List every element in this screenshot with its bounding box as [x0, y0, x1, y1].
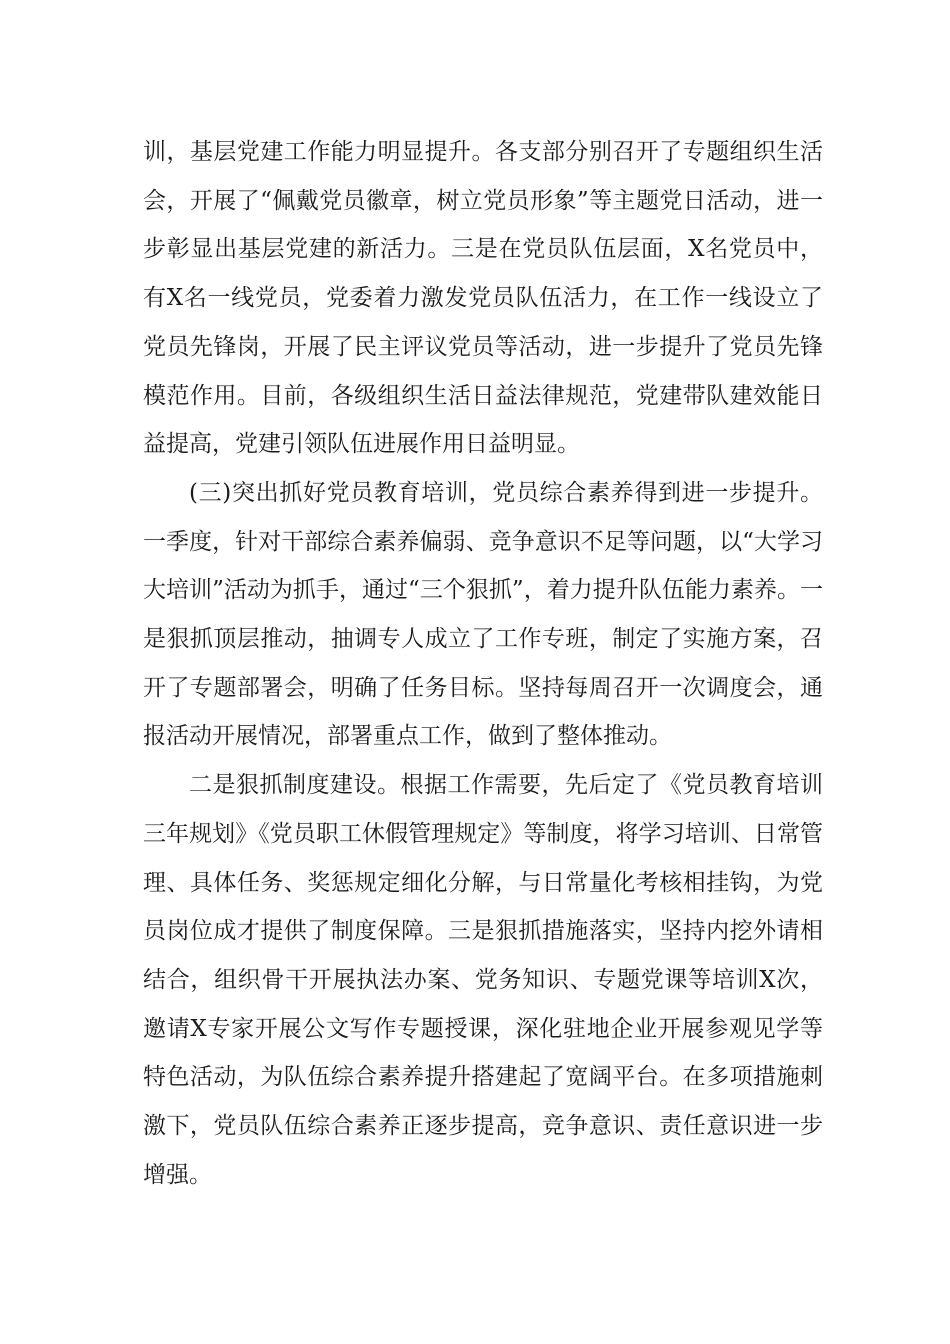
paragraph-1: 训，基层党建工作能力明显提升。各支部分别召开了专题组织生活会，开展了“佩戴党员徽章，树立党员形象”等主题党日活动，进一步彰显出基层党建的新活力。三是在党员队伍层面，X名党员中，有X名一线党员，党委着力激发党员队伍活力，在工作一线设立了党员先锋岗，开展了民主评议党员等活动，进一步提升了党员先锋模范作用。目前，各级组织生活日益法律规范，党建带队建效能日益提高，党建引领队伍进展作用日益明显。 [143, 139, 823, 458]
paragraph-2: (三)突出抓好党员教育培训，党员综合素养得到进一步提升。一季度，针对干部综合素养偏弱、竞争意识不足等问题，以“大学习大培训”活动为抓手，通过“三个狠抓”，着力提升队伍能力素养。一是狠抓顶层推动，抽调专人成立了工作专班，制定了实施方案，召开了专题部署会，明确了任务目标。坚持每周召开一次调度会，通报活动开展情况，部署重点工作，做到了整体推动。 [143, 479, 823, 750]
paragraph-3: 二是狠抓制度建设。根据工作需要，先后定了《党员教育培训三年规划》《党员职工休假管理规定》等制度，将学习培训、日常管理、具体任务、奖惩规定细化分解，与日常量化考核相挂钩，为党员岗位成才提供了制度保障。三是狠抓措施落实，坚持内挖外请相结合，组织骨干开展执法办案、党务知识、专题党课等培训X次，邀请X专家开展公文写作专题授课，深化驻地企业开展参观见学等特色活动，为队伍综合素养提升搭建起了宽阔平台。在多项措施刺激下，党员队伍综合素养正逐步提高，竞争意识、责任意识进一步增强。 [143, 772, 823, 1188]
document-body [143, 128, 823, 1199]
